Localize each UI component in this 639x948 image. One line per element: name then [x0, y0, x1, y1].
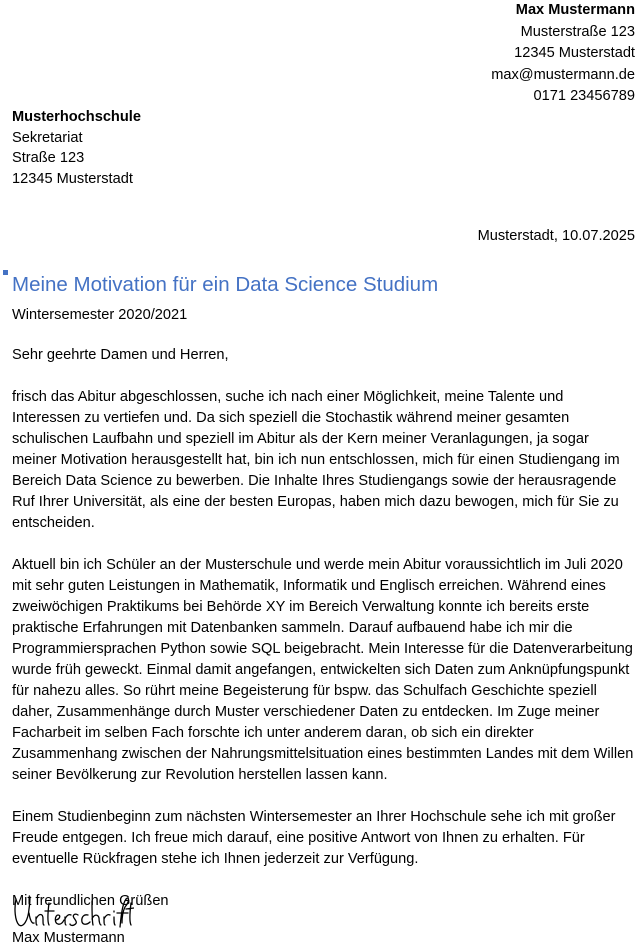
letter-subject: Wintersemester 2020/2021 [12, 307, 188, 323]
signer-name: Max Mustermann [12, 930, 125, 946]
heading-marker [3, 270, 8, 275]
sender-address-block [491, 0, 635, 108]
letter-salutation: Sehr geehrte Damen und Herren, [12, 347, 229, 363]
recipient-org: Musterhochschule [12, 109, 141, 125]
body-paragraph: Einem Studienbeginn zum nächsten Wintersemester an Ihrer Hochschule sehe ich mit großer Freude entgegen. Ich freue mich darauf, eine positive Antwort von Ihnen zu erhalten. Für eventuelle Rückfragen stehe ich Ihnen jederzeit zur Verfügung. [12, 809, 616, 867]
sender-email: max@mustermann.de [491, 66, 635, 83]
sender-street: Musterstraße 123 [520, 23, 635, 40]
recipient-address-block [12, 107, 141, 189]
recipient-department: Sekretariat [12, 129, 83, 146]
recipient-city: 12345 Musterstadt [12, 170, 133, 187]
sender-name: Max Mustermann [515, 2, 635, 18]
letter-body [12, 305, 634, 933]
sender-phone: 0171 23456789 [533, 88, 635, 104]
letter-date: Musterstadt, 10.07.2025 [477, 228, 635, 244]
handwritten-signature [12, 893, 134, 933]
body-paragraph: Aktuell bin ich Schüler an der Musterschule und werde mein Abitur voraussichtlich im Juli 2020 mit sehr guten Leistungen in Mathematik, Informatik und Englisch erreichen. Während eines zweiwöchigen Praktikums bei Behörde XY im Bereich Verwaltung konnte ich bereits erste praktische Erfahrungen mit Datenbanken sammeln. Darauf aufbauend habe ich mir die Programmiersprachen Python sowie SQL beigebracht. Mein Interesse für die Datenverarbeitung wurde früh geweckt. Einmal damit angefangen, entwickelten sich Daten zum Anknüpfungspunkt für nahezu alles. So rührt meine Begeisterung für bspw. das Schulfach Geschichte speziell daher, Zusammenhänge durch Muster verschiedener Daten zu entdecken. Im Zuge meiner Facharbeit im selben Fach forschte ich unter anderem daran, ob sich ein direkter Zusammenhang zwischen der Nahrungsmittelsituation eines bestimmten Landes mit dem Willen seiner Bevölkerung zur Revolution herstellen lassen kann. [12, 557, 634, 783]
sender-city: 12345 Musterstadt [514, 45, 635, 61]
recipient-street: Straße 123 [12, 150, 85, 166]
body-paragraph: frisch das Abitur abgeschlossen, suche ich nach einer Möglichkeit, meine Talente und Interessen zu vertiefen und. Da sich speziell die Stochastik während meiner gesamten schulischen Laufbahn und speziell im Abitur als der Kern meiner Veranlagungen, ja sogar meiner Motivation herausgestellt hat, bin ich nun entschlossen, mich für einen Studiengang im Bereich Data Science zu bewerben. Die Inhalte Ihres Studiengangs sowie der herausragende Ruf Ihrer Universität, als eine der besten Europas, haben mich dazu bewogen, mich für Sie zu entscheiden. [12, 389, 620, 531]
letter-closing: Mit freundlichen Grüßen [12, 893, 169, 909]
letter-title: Meine Motivation für ein Data Science Studium [12, 273, 439, 296]
